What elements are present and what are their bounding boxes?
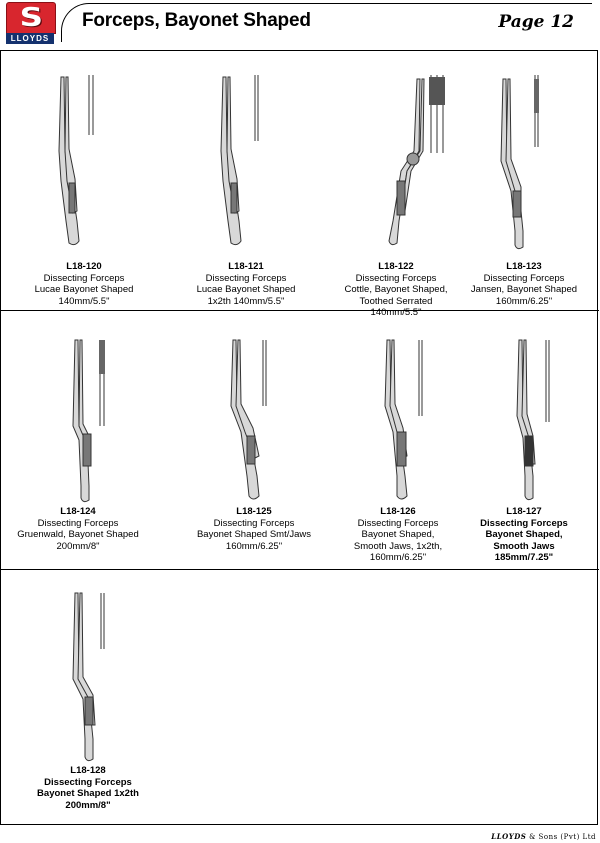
product-line: 200mm/8"	[56, 540, 100, 552]
forceps-image	[3, 336, 153, 506]
logo-name: LLOYDS	[6, 33, 54, 44]
product-caption	[13, 765, 163, 811]
logo-emblem	[6, 2, 56, 34]
product-caption	[9, 261, 159, 307]
product-line: Bayonet Shaped 1x2th	[37, 788, 139, 799]
page-footer	[491, 832, 596, 841]
product-caption	[449, 261, 599, 307]
product-line: Dissecting Forceps	[37, 517, 119, 529]
product-line: Bayonet Shaped Smt/Jaws	[196, 529, 312, 540]
product-code: L18-128	[70, 765, 106, 776]
product-line: Bayonet Shaped,	[361, 529, 435, 540]
product-caption	[3, 506, 153, 552]
product-line: Dissecting Forceps	[480, 517, 568, 529]
product-line: Jansen, Bayonet Shaped	[470, 284, 578, 295]
product-code: L18-127	[506, 506, 542, 517]
product-caption	[179, 506, 329, 552]
forceps-image	[449, 71, 599, 251]
forceps-image	[171, 71, 321, 251]
product-line: Dissecting Forceps	[205, 272, 287, 284]
product-line: 200mm/8"	[65, 799, 111, 811]
product-card-l18-128	[13, 589, 163, 819]
product-card-l18-124	[3, 336, 153, 566]
page-number: Page 12	[498, 12, 574, 32]
forceps-image	[179, 336, 329, 506]
product-line: Dissecting Forceps	[44, 776, 132, 788]
product-line: Bayonet Shaped,	[485, 529, 563, 540]
product-line: Dissecting Forceps	[357, 517, 439, 529]
product-line: Cottle, Bayonet Shaped,	[344, 284, 448, 295]
product-line: 140mm/5.5"	[58, 295, 110, 307]
product-card-l18-121	[171, 71, 321, 311]
product-line: Smooth Jaws, 1x2th,	[353, 540, 443, 552]
product-line: Dissecting Forceps	[213, 517, 295, 529]
forceps-image	[13, 589, 163, 769]
product-code: L18-121	[228, 261, 264, 272]
product-line: Dissecting Forceps	[43, 272, 125, 284]
footer-brand: LLOYDS	[491, 832, 527, 841]
product-code: L18-120	[66, 261, 102, 272]
product-line: 185mm/7.25"	[494, 552, 554, 563]
product-line: Toothed Serrated	[359, 295, 433, 307]
product-card-l18-123	[449, 71, 599, 311]
product-line: 160mm/6.25"	[495, 295, 553, 307]
product-catalog	[0, 50, 598, 825]
product-line: Smooth Jaws	[493, 540, 555, 552]
product-caption	[171, 261, 321, 307]
product-code: L18-126	[380, 506, 416, 517]
product-line: Lucae Bayonet Shaped	[196, 284, 296, 295]
product-line: 1x2th 140mm/5.5"	[207, 295, 285, 307]
row-divider	[1, 569, 599, 570]
page-header	[0, 0, 600, 48]
product-card-l18-120	[9, 71, 159, 311]
lloyds-logo	[6, 2, 54, 44]
footer-company: & Sons (Pvt) Ltd	[526, 833, 596, 841]
product-line: Dissecting Forceps	[355, 272, 437, 284]
product-line: 160mm/6.25"	[225, 540, 283, 552]
product-code: L18-125	[236, 506, 272, 517]
product-card-l18-125	[179, 336, 329, 566]
product-caption	[449, 506, 599, 564]
product-line: Gruenwald, Bayonet Shaped	[17, 529, 139, 540]
product-code: L18-122	[378, 261, 414, 272]
product-card-l18-127	[449, 336, 599, 566]
forceps-image	[449, 336, 599, 506]
product-line: 140mm/5.5"	[370, 307, 422, 318]
logo-letter: S	[19, 3, 43, 33]
product-code: L18-123	[506, 261, 542, 272]
page-title: Forceps, Bayonet Shaped	[82, 10, 311, 31]
product-line: Dissecting Forceps	[483, 272, 565, 284]
forceps-image	[9, 71, 159, 251]
product-line: 160mm/6.25"	[369, 552, 427, 563]
product-line: Lucae Bayonet Shaped	[34, 284, 134, 295]
product-code: L18-124	[60, 506, 96, 517]
